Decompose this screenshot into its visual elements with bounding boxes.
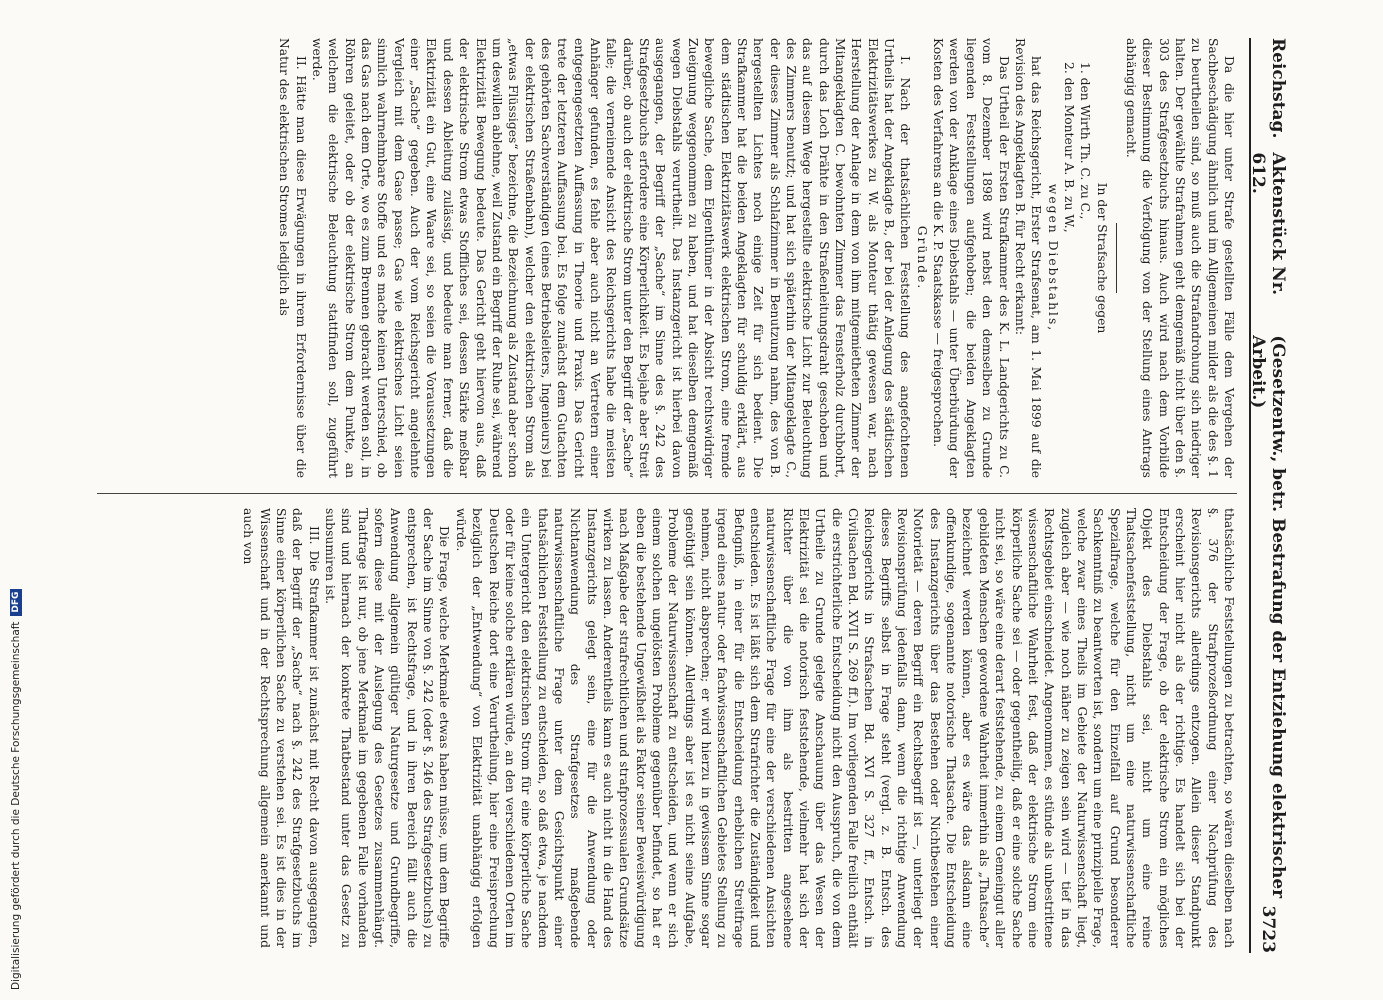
- left-column: [87, 38, 1237, 478]
- paragraph: Die Frage, welche Merkmale etwas haben müsse, um dem Begriffe der Sache im Sinne von §. 242 (oder §. 246 des Strafgesetzbuchs) zu entsprechen, ist Rechtsfrage, und in ihren Bereich fällt auch die Anwendung allgemein gültiger Naturgesetze und Grundbegriffe, sofern diese mit der Auslegung des Gesetzes zusammenhängt. Thatfrage ist nur, ob jene Merkmale im gegebenen Falle vorhanden sind und hiernach der konkrete Thatbestand unter das Gesetz zu subsumiren ist.: [323, 508, 452, 948]
- case-charge: wegen Diebstahls,: [1045, 183, 1060, 333]
- rotated-page: [80, 38, 1288, 953]
- reasons-heading: Gründe.: [914, 225, 929, 291]
- header-section: Reichstag.: [1268, 38, 1288, 139]
- case-party-1: 1. den Wirth Th. C. zu C.,: [1078, 62, 1093, 220]
- dfg-logo: DFG: [10, 589, 22, 616]
- right-column: [87, 508, 1237, 948]
- page-number: 3723: [1258, 905, 1278, 953]
- paragraph: Das Urtheil der Ersten Strafkammer des K. L. Landgerichts zu C. vom 8. Dezember 1898 wird nebst den demselben zu Grunde liegenden Feststellungen aufgehoben; die beiden Angeklagten werden von der Anklage eines Diebstahls — unter Überbürdung der Kosten des Verfahrens an die K. P. Staatskasse — freigesprochen.: [931, 38, 1011, 478]
- paragraph: Da die hier unter Strafe gestellten Fälle dem Vergehen der Sachbeschädigung ähnlich und im Allgemeinen milder als die des §. 1 zu beurtheilen sind, so muß auch die Strafandrohung sich niedriger halten. Der gewählte Strafrahmen geht demgemäß nicht über den §. 303 des Strafgesetzbuchs hinaus. Auch wird nach dem Vorbilde dieser Bestimmung die Verfolgung von der Stellung eines Antrags abhängig gemacht.: [1123, 38, 1236, 478]
- header-document: Aktenstück Nr. 612.: [1248, 152, 1288, 296]
- page-header: [1248, 38, 1288, 953]
- header-left: [1248, 38, 1288, 906]
- digitization-credit: [10, 589, 22, 990]
- paragraph: I. Nach der thatsächlichen Feststellung des angefochtenen Urtheils hat der Angeklagte B., der bei der Anlegung des städtischen Elektrizitätswerkes zu W. als Monteur thätig gewesen war, nach Herstellung der Anlage in dem von ihm mitgemietheten Zimmer der Mitangeklagten C. bewohnten Zimmer das Fensterholz durchbohrt, durch das Loch Drähte in den Straßenleitungsdraht geschoben und das auf diesem Wege hergestellte elektrische Licht zur Beleuchtung des Zimmers benutzt; und hat sich späterhin der Mitangeklagte C., der dieses Zimmer als Schlafzimmer in Benutzung nahm, des von B. hergestellten Lichtes noch einige Zeit für sich bedient. Die Strafkammer hat die beiden Angeklagten für schuldig erklärt, aus dem städtischen Elektrizitätswerk elektrischen Strom, eine fremde bewegliche Sache, dem Eigenthümer in der Absicht rechtswidriger Zueignung weggenommen zu haben, und hat dieselben demgemäß wegen Diebstahls verurtheilt. Das Instanzgericht ist hierbei davon ausgegangen, der Begriff der „Sache“ im Sinne des §. 242 des Strafgesetzbuchs erfordere eine Körperlichkeit. Es bejahe aber Streit darüber, ob auch der elektrische Strom unter den Begriff der „Sache“ falle; die verneinende Ansicht des Reichsgerichts habe die meisten Anhänger gefunden, es fehle aber auch nicht an Vertretern einer entgegengesetzten Auffassung in Theorie und Praxis. Das Gericht trete der letzteren Auffassung bei. Es folge zunächst dem Gutachten des gehörten Sachverständigen (eines Betriebsleiters, Ingenieurs) bei der elektrischen Straßenbahn), welcher den elektrischen Strom als „etwas Flüssiges“ bezeichne, die Bezeichnung als Zustand aber schon um deswillen ablehne, weil Zustand ein Begriff der Ruhe sei, während Elektrizität Bewegung bedeute. Das Gericht geht hiervon aus, daß der elektrische Strom etwas Stoffliches sei, dessen Stärke meßbar und dessen Ableitung zulässig, und bedeute man ferner, daß die Elektrizität ein Gut, eine Waare sei, so seien die Voraussetzungen einer „Sache“ gegeben. Auch der vom Reichsgericht angelehnte Vergleich mit dem Gase passe; Gas wie elektrisches Licht seien sinnlich wahrnehmbare Stoffe und es mache keinen Unterschied, ob das Gas nach dem Orte, wo es zum Brennen gebracht werden soll, in Röhren geleitet, oder ob der elektrische Strom dem Punkte, an welchem die elektrische Beleuchtung stattfinden soll, zugeführt werde.: [310, 38, 913, 478]
- case-party-2: 2. den Monteur A. B. zu W.,: [1061, 62, 1076, 233]
- paragraph: hat das Reichsgericht, Erster Strafsenat, am 1. Mai 1899 auf die Revision des Angeklagten B. für Recht erkannt:: [1012, 38, 1044, 478]
- divider: [1116, 223, 1117, 293]
- header-topic: (Gesetzentw., betr. Bestrafung der Entziehung elektrischer Arbeit.): [1248, 335, 1288, 899]
- column-divider: [97, 493, 1237, 494]
- paragraph: II. Hätte man diese Erwägungen in ihrem Erfordernisse über die Natur des elektrischen Stromes lediglich als: [277, 38, 308, 478]
- paragraph: thatsächliche Feststellungen zu betrachten, so wären dieselben nach §. 376 der Strafprozeßordnung einer Nachprüfung des Revisionsgerichts allerdings entzogen. Allein dieser Standpunkt erscheint hier nicht als der richtige. Es handelt sich bei der Entscheidung der Frage, ob der elektrische Strom ein mögliches Objekt des Diebstahls sei, nicht um eine reine Thatsachenfeststellung, nicht um eine naturwissenschaftliche Spezialfrage, welche für den Einzelfall auf Grund besonderer Sachkenntniß zu beantworten ist, sondern um eine prinzipielle Frage, welche zwar eines Theils im Gebiete der Naturwissenschaft liegt, zugleich aber — wie noch näher zu zeigen sein wird — tief in das Rechtsgebiet einschneidet. Angenommen, es stünde als unbestrittene wissenschaftliche Wahrheit fest, daß der elektrische Strom eine körperliche Sache sei — oder gegentheilig, daß er eine solche Sache nicht sei, so wäre eine derart feststehende, zu einem Gemeingut aller gebildeten Menschen gewordene Wahrheit immerhin als „Thatsache“ bezeichnet werden können, aber es wäre das alsdann eine offenkundige, sogenannte notorische Thatsache. Die Entscheidung des Instanzgerichts über das Bestehen oder Nichtbestehen einer Notorietät — deren Begriff ein Rechtsbegriff ist —, unterliegt der Revisionsprüfung jedenfalls dann, wenn die richtige Anwendung dieses Begriffs selbst in Frage steht (vergl. z. B. Entsch. des Reichsgerichts in Strafsachen Bd. XVI S. 327 ff., Entsch. in Civilsachen Bd. XVII S. 269 ff.). Im vorliegenden Falle freilich enthält die erstrichterliche Entscheidung nicht den Ausspruch, die von dem Urtheile zu Grunde gelegte Anschauung über das Wesen der Elektrizität sei die notorisch feststehende, vielmehr hat sich der Richter über die von ihm als bestritten angesehene naturwissenschaftliche Frage für eine der verschiedenen Ansichten entschieden. Es ist läßt sich dem Strafrichter die Zuständigkeit und Befugniß, in einer für die Entscheidung erheblichen Streitfrage irgend eines natur- oder fachwissenschaftlichen Gebietes Stellung zu nehmen, nicht absprechen; er wird hierzu in gewissem Sinne sogar genöthigt sein können. Allerdings aber ist es nicht seine Aufgabe, Probleme der Naturwissenschaft zu entscheiden, und wenn er sich einem solchen ungelösten Probleme gegenüber befindet, so hat er eben die bestehende Ungewißheit als Faktor seiner Beweiswürdigung nach Maßgabe der strafrechtlichen und strafprozessualen Grundsätze wirken zu lassen. Anderentheils kann es auch nicht in die Hand des Instanzgerichts gelegt sein, eine für die Anwendung oder Nichtanwendung des Strafgesetzes maßgebende naturwissenschaftliche Frage unter dem Gesichtspunkt einer thatsächlichen Feststellung zu entscheiden, so daß etwa, je nachdem ein Untergericht den elektrischen Strom für eine körperliche Sache oder für keine solche erklären würde, an den verschiedenen Orten im Deutschen Reiche dort eine Verurtheilung, hier eine Freisprechung bezüglich der „Entwendung“ von Elektrizität unabhängig erfolgen würde.: [453, 508, 1236, 948]
- case-intro: In der Strafsache gegen: [1094, 182, 1109, 334]
- credit-text: Digitalisierung gefördert durch die Deutsche Forschungsgemeinschaft: [10, 621, 22, 990]
- paragraph: III. Die Strafkammer ist zunächst mit Recht davon ausgegangen, daß der Begriff der „Sache“ nach §. 242 des Strafgesetzbuchs im Sinne einer körperlichen Sache zu verstehen sei. Es ist dies in der Wissenschaft und in der Rechtsprechung allgemein anerkannt und auch von: [241, 508, 321, 948]
